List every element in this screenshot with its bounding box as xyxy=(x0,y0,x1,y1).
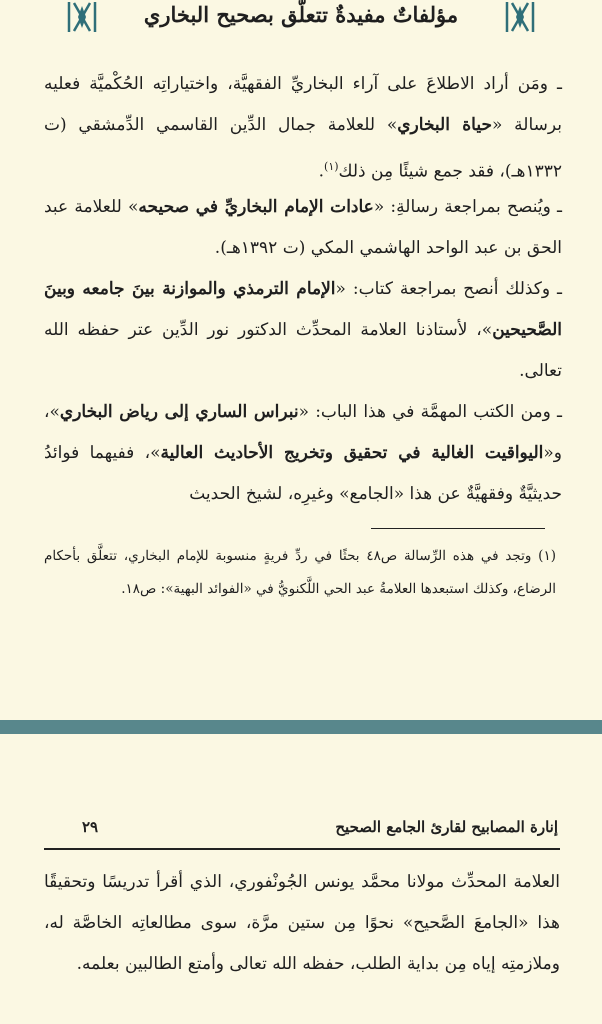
running-header xyxy=(0,818,602,848)
book-title: حياة البخاري xyxy=(397,115,492,135)
page-header xyxy=(0,0,602,44)
book-title: نبراس الساري إلى رياض البخاري xyxy=(59,402,299,422)
ornament-icon xyxy=(66,0,98,34)
paragraph-hayat-bukhari xyxy=(44,64,562,193)
book-running-title: إنارة المصابيح لقارئ الجامع الصحيح xyxy=(335,818,558,836)
text: »، ففيهما فوائدُ حديثيَّةٌ وفقهيَّةٌ عن هذا «الجامع» وغيرِه، لشيخ الحديث xyxy=(44,443,562,504)
text: »، و« xyxy=(44,402,562,463)
header-divider xyxy=(44,848,560,850)
text: ـ ويُنصح بمراجعة رسالةِ: « xyxy=(373,197,562,217)
text: ـ وكذلك أنصح بمراجعة كتاب: « xyxy=(335,279,562,299)
text: ـ ومن الكتب المهمَّة في هذا الباب: « xyxy=(298,402,562,422)
page-separator xyxy=(0,720,602,734)
paragraph-adat-bukhari xyxy=(44,187,562,269)
footnote-divider xyxy=(371,528,545,529)
paragraph-junpuri: العلامة المحدِّث مولانا محمَّد يونس الجُونْفوري، الذي أقرأ تدريسًا وتحقيقًا هذا «الجامعَ الصَّحيح» نحوًا مِن ستين مرَّة، سوى مطالعاتِه الخاصَّة له، وملازمتِه إياه مِن بداية الطلب، حفظه الله تعالى وأمتع الطالبين بعلمه. xyxy=(44,872,560,974)
text: » للعلامة جمال الدِّين القاسمي الدِّمشقي (ت ١٣٣٢هـ)، فقد جمع شيئًا مِن ذلك xyxy=(44,115,562,182)
page-lower xyxy=(0,734,602,1024)
text: ـ ومَن أراد الاطلاعَ على آراء البخاريِّ الفقهيَّة، واختياراتِه الحُكْميَّة فعليه برسالة « xyxy=(44,74,562,135)
book-title: اليواقيت الغالية في تحقيق وتخريج الأحاديث العالية xyxy=(160,443,544,463)
page-title: مؤلفاتٌ مفيدةٌ تتعلّق بصحيح البخاري xyxy=(143,2,459,27)
book-title: عادات الإمام البخاريِّ في صحيحه xyxy=(138,197,374,217)
text: » للعلامة عبد الحق بن عبد الواحد الهاشمي المكي (ت ١٣٩٢هـ). xyxy=(44,197,562,258)
page-number: ٢٩ xyxy=(82,818,99,836)
footnote: (١) وتجد في هذه الرِّسالة ص٤٨ بحثًا في ردِّ فريةٍ منسوبة للإمام البخاري، تتعلَّق بأحكام الرضاع، وكذلك استبعدها العلامةُ عبد الحي اللَّكنويُّ في «الفوائد البهية»: ص١٨. xyxy=(44,548,556,597)
footnote-marker[interactable]: (١) xyxy=(324,160,339,173)
paragraph-tirmidhi xyxy=(44,269,562,392)
paragraph-nibras xyxy=(44,392,562,515)
book-title: الإمام الترمذي والموازنة بينَ جامعه وبينَ الصَّحيحين xyxy=(44,279,562,340)
ornament-icon xyxy=(504,0,536,34)
text: »، لأستاذنا العلامة المحدِّث الدكتور نور الدِّين عتر حفظه الله تعالى. xyxy=(44,320,562,381)
text: . xyxy=(318,161,325,182)
